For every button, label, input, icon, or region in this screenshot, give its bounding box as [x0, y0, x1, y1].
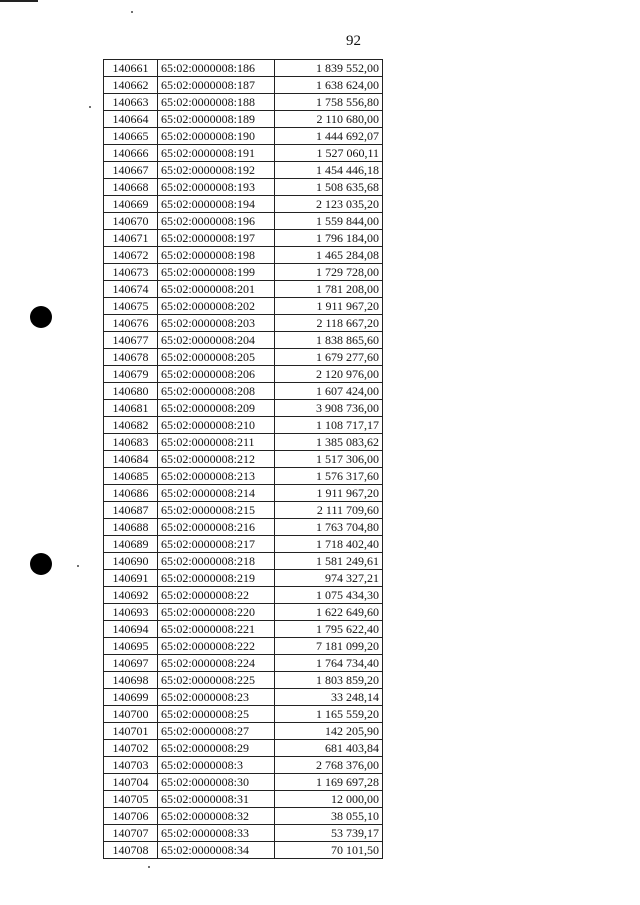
table-row: [104, 179, 383, 196]
table-row: [104, 247, 383, 264]
cadastral-number-cell: 65:02:0000008:218: [158, 553, 275, 570]
cadastral-number-cell: 65:02:0000008:202: [158, 298, 275, 315]
cadastral-value-cell: 1 781 208,00: [275, 281, 383, 298]
cadastral-number-cell: 65:02:0000008:208: [158, 383, 275, 400]
row-id-cell: 140681: [104, 400, 158, 417]
row-id-cell: 140671: [104, 230, 158, 247]
registry-table-body: [104, 60, 383, 859]
cadastral-value-cell: 1 527 060,11: [275, 145, 383, 162]
cadastral-value-cell: 1 444 692,07: [275, 128, 383, 145]
cadastral-number-cell: 65:02:0000008:209: [158, 400, 275, 417]
row-id-cell: 140674: [104, 281, 158, 298]
table-row: [104, 842, 383, 859]
row-id-cell: 140704: [104, 774, 158, 791]
cadastral-number-cell: 65:02:0000008:203: [158, 315, 275, 332]
cadastral-value-cell: 1 607 424,00: [275, 383, 383, 400]
row-id-cell: 140687: [104, 502, 158, 519]
cadastral-value-cell: 681 403,84: [275, 740, 383, 757]
row-id-cell: 140677: [104, 332, 158, 349]
scan-corner-mark: [0, 0, 38, 2]
table-row: [104, 825, 383, 842]
punch-hole-upper: [30, 306, 52, 328]
row-id-cell: 140670: [104, 213, 158, 230]
table-row: [104, 468, 383, 485]
table-row: [104, 383, 383, 400]
row-id-cell: 140693: [104, 604, 158, 621]
cadastral-number-cell: 65:02:0000008:25: [158, 706, 275, 723]
cadastral-number-cell: 65:02:0000008:221: [158, 621, 275, 638]
scan-speck: [148, 866, 150, 868]
table-row: [104, 587, 383, 604]
cadastral-value-cell: 3 908 736,00: [275, 400, 383, 417]
cadastral-value-cell: 1 454 446,18: [275, 162, 383, 179]
cadastral-value-cell: 1 622 649,60: [275, 604, 383, 621]
table-row: [104, 451, 383, 468]
table-row: [104, 740, 383, 757]
punch-hole-lower: [30, 553, 52, 575]
table-row: [104, 128, 383, 145]
table-row: [104, 791, 383, 808]
cadastral-number-cell: 65:02:0000008:187: [158, 77, 275, 94]
cadastral-number-cell: 65:02:0000008:204: [158, 332, 275, 349]
cadastral-value-cell: 12 000,00: [275, 791, 383, 808]
table-row: [104, 332, 383, 349]
cadastral-value-cell: 1 581 249,61: [275, 553, 383, 570]
table-row: [104, 94, 383, 111]
page-number: 92: [346, 33, 361, 49]
row-id-cell: 140663: [104, 94, 158, 111]
row-id-cell: 140675: [104, 298, 158, 315]
table-row: [104, 485, 383, 502]
table-row: [104, 162, 383, 179]
cadastral-number-cell: 65:02:0000008:201: [158, 281, 275, 298]
row-id-cell: 140698: [104, 672, 158, 689]
table-row: [104, 281, 383, 298]
table-row: [104, 570, 383, 587]
cadastral-value-cell: 1 169 697,28: [275, 774, 383, 791]
cadastral-value-cell: 33 248,14: [275, 689, 383, 706]
cadastral-number-cell: 65:02:0000008:27: [158, 723, 275, 740]
cadastral-number-cell: 65:02:0000008:190: [158, 128, 275, 145]
table-row: [104, 553, 383, 570]
cadastral-value-cell: 142 205,90: [275, 723, 383, 740]
cadastral-value-cell: 1 165 559,20: [275, 706, 383, 723]
cadastral-number-cell: 65:02:0000008:30: [158, 774, 275, 791]
cadastral-value-cell: 2 123 035,20: [275, 196, 383, 213]
table-row: [104, 774, 383, 791]
cadastral-value-cell: 1 763 704,80: [275, 519, 383, 536]
row-id-cell: 140669: [104, 196, 158, 213]
cadastral-number-cell: 65:02:0000008:33: [158, 825, 275, 842]
row-id-cell: 140691: [104, 570, 158, 587]
row-id-cell: 140708: [104, 842, 158, 859]
cadastral-number-cell: 65:02:0000008:211: [158, 434, 275, 451]
cadastral-number-cell: 65:02:0000008:215: [158, 502, 275, 519]
row-id-cell: 140701: [104, 723, 158, 740]
cadastral-number-cell: 65:02:0000008:191: [158, 145, 275, 162]
table-row: [104, 145, 383, 162]
table-row: [104, 366, 383, 383]
scan-speck: [77, 565, 79, 567]
table-row: [104, 502, 383, 519]
cadastral-number-cell: 65:02:0000008:198: [158, 247, 275, 264]
cadastral-value-cell: 1 517 306,00: [275, 451, 383, 468]
cadastral-number-cell: 65:02:0000008:32: [158, 808, 275, 825]
table-row: [104, 604, 383, 621]
cadastral-number-cell: 65:02:0000008:214: [158, 485, 275, 502]
table-row: [104, 706, 383, 723]
table-row: [104, 417, 383, 434]
row-id-cell: 140699: [104, 689, 158, 706]
table-row: [104, 672, 383, 689]
row-id-cell: 140662: [104, 77, 158, 94]
row-id-cell: 140673: [104, 264, 158, 281]
table-row: [104, 757, 383, 774]
row-id-cell: 140665: [104, 128, 158, 145]
row-id-cell: 140700: [104, 706, 158, 723]
row-id-cell: 140679: [104, 366, 158, 383]
table-row: [104, 808, 383, 825]
row-id-cell: 140683: [104, 434, 158, 451]
cadastral-value-cell: 1 729 728,00: [275, 264, 383, 281]
cadastral-number-cell: 65:02:0000008:206: [158, 366, 275, 383]
row-id-cell: 140692: [104, 587, 158, 604]
row-id-cell: 140689: [104, 536, 158, 553]
cadastral-number-cell: 65:02:0000008:213: [158, 468, 275, 485]
row-id-cell: 140684: [104, 451, 158, 468]
row-id-cell: 140686: [104, 485, 158, 502]
cadastral-number-cell: 65:02:0000008:220: [158, 604, 275, 621]
cadastral-number-cell: 65:02:0000008:188: [158, 94, 275, 111]
row-id-cell: 140661: [104, 60, 158, 77]
cadastral-value-cell: 7 181 099,20: [275, 638, 383, 655]
row-id-cell: 140672: [104, 247, 158, 264]
cadastral-value-cell: 1 108 717,17: [275, 417, 383, 434]
cadastral-number-cell: 65:02:0000008:34: [158, 842, 275, 859]
cadastral-value-cell: 1 838 865,60: [275, 332, 383, 349]
cadastral-number-cell: 65:02:0000008:31: [158, 791, 275, 808]
table-row: [104, 196, 383, 213]
cadastral-number-cell: 65:02:0000008:224: [158, 655, 275, 672]
cadastral-value-cell: 1 679 277,60: [275, 349, 383, 366]
row-id-cell: 140668: [104, 179, 158, 196]
cadastral-number-cell: 65:02:0000008:186: [158, 60, 275, 77]
row-id-cell: 140676: [104, 315, 158, 332]
cadastral-value-cell: 1 911 967,20: [275, 298, 383, 315]
row-id-cell: 140703: [104, 757, 158, 774]
cadastral-value-cell: 53 739,17: [275, 825, 383, 842]
table-row: [104, 315, 383, 332]
cadastral-value-cell: 2 118 667,20: [275, 315, 383, 332]
cadastral-value-cell: 2 120 976,00: [275, 366, 383, 383]
cadastral-value-cell: 1 465 284,08: [275, 247, 383, 264]
scan-speck: [89, 106, 91, 108]
cadastral-value-cell: 1 576 317,60: [275, 468, 383, 485]
table-row: [104, 689, 383, 706]
table-row: [104, 349, 383, 366]
cadastral-value-cell: 974 327,21: [275, 570, 383, 587]
cadastral-number-cell: 65:02:0000008:22: [158, 587, 275, 604]
cadastral-value-cell: 38 055,10: [275, 808, 383, 825]
cadastral-number-cell: 65:02:0000008:225: [158, 672, 275, 689]
cadastral-value-cell: 2 768 376,00: [275, 757, 383, 774]
row-id-cell: 140680: [104, 383, 158, 400]
table-row: [104, 638, 383, 655]
row-id-cell: 140678: [104, 349, 158, 366]
cadastral-value-cell: 1 764 734,40: [275, 655, 383, 672]
cadastral-value-cell: 1 803 859,20: [275, 672, 383, 689]
table-row: [104, 111, 383, 128]
table-row: [104, 536, 383, 553]
cadastral-value-cell: 1 718 402,40: [275, 536, 383, 553]
row-id-cell: 140682: [104, 417, 158, 434]
table-row: [104, 655, 383, 672]
row-id-cell: 140685: [104, 468, 158, 485]
cadastral-number-cell: 65:02:0000008:192: [158, 162, 275, 179]
cadastral-number-cell: 65:02:0000008:193: [158, 179, 275, 196]
row-id-cell: 140695: [104, 638, 158, 655]
cadastral-number-cell: 65:02:0000008:3: [158, 757, 275, 774]
cadastral-number-cell: 65:02:0000008:210: [158, 417, 275, 434]
row-id-cell: 140666: [104, 145, 158, 162]
cadastral-number-cell: 65:02:0000008:197: [158, 230, 275, 247]
scan-speck: [131, 11, 133, 13]
cadastral-value-cell: 1 758 556,80: [275, 94, 383, 111]
cadastral-value-cell: 70 101,50: [275, 842, 383, 859]
cadastral-number-cell: 65:02:0000008:196: [158, 213, 275, 230]
row-id-cell: 140707: [104, 825, 158, 842]
row-id-cell: 140688: [104, 519, 158, 536]
cadastral-number-cell: 65:02:0000008:222: [158, 638, 275, 655]
cadastral-value-cell: 2 111 709,60: [275, 502, 383, 519]
cadastral-value-cell: 1 508 635,68: [275, 179, 383, 196]
row-id-cell: 140706: [104, 808, 158, 825]
cadastral-value-cell: 1 075 434,30: [275, 587, 383, 604]
row-id-cell: 140697: [104, 655, 158, 672]
cadastral-value-cell: 1 839 552,00: [275, 60, 383, 77]
cadastral-number-cell: 65:02:0000008:29: [158, 740, 275, 757]
table-row: [104, 519, 383, 536]
table-row: [104, 400, 383, 417]
cadastral-value-cell: 2 110 680,00: [275, 111, 383, 128]
row-id-cell: 140664: [104, 111, 158, 128]
row-id-cell: 140705: [104, 791, 158, 808]
cadastral-number-cell: 65:02:0000008:217: [158, 536, 275, 553]
cadastral-number-cell: 65:02:0000008:199: [158, 264, 275, 281]
row-id-cell: 140690: [104, 553, 158, 570]
table-row: [104, 60, 383, 77]
cadastral-number-cell: 65:02:0000008:194: [158, 196, 275, 213]
table-row: [104, 264, 383, 281]
cadastral-number-cell: 65:02:0000008:189: [158, 111, 275, 128]
registry-table: [103, 59, 383, 859]
table-row: [104, 77, 383, 94]
table-row: [104, 230, 383, 247]
table-row: [104, 298, 383, 315]
table-row: [104, 723, 383, 740]
cadastral-value-cell: 1 559 844,00: [275, 213, 383, 230]
table-row: [104, 213, 383, 230]
cadastral-number-cell: 65:02:0000008:212: [158, 451, 275, 468]
cadastral-number-cell: 65:02:0000008:216: [158, 519, 275, 536]
table-row: [104, 621, 383, 638]
row-id-cell: 140667: [104, 162, 158, 179]
cadastral-value-cell: 1 638 624,00: [275, 77, 383, 94]
cadastral-value-cell: 1 796 184,00: [275, 230, 383, 247]
row-id-cell: 140694: [104, 621, 158, 638]
table-row: [104, 434, 383, 451]
cadastral-number-cell: 65:02:0000008:23: [158, 689, 275, 706]
cadastral-value-cell: 1 911 967,20: [275, 485, 383, 502]
row-id-cell: 140702: [104, 740, 158, 757]
cadastral-value-cell: 1 795 622,40: [275, 621, 383, 638]
cadastral-number-cell: 65:02:0000008:219: [158, 570, 275, 587]
cadastral-number-cell: 65:02:0000008:205: [158, 349, 275, 366]
cadastral-value-cell: 1 385 083,62: [275, 434, 383, 451]
